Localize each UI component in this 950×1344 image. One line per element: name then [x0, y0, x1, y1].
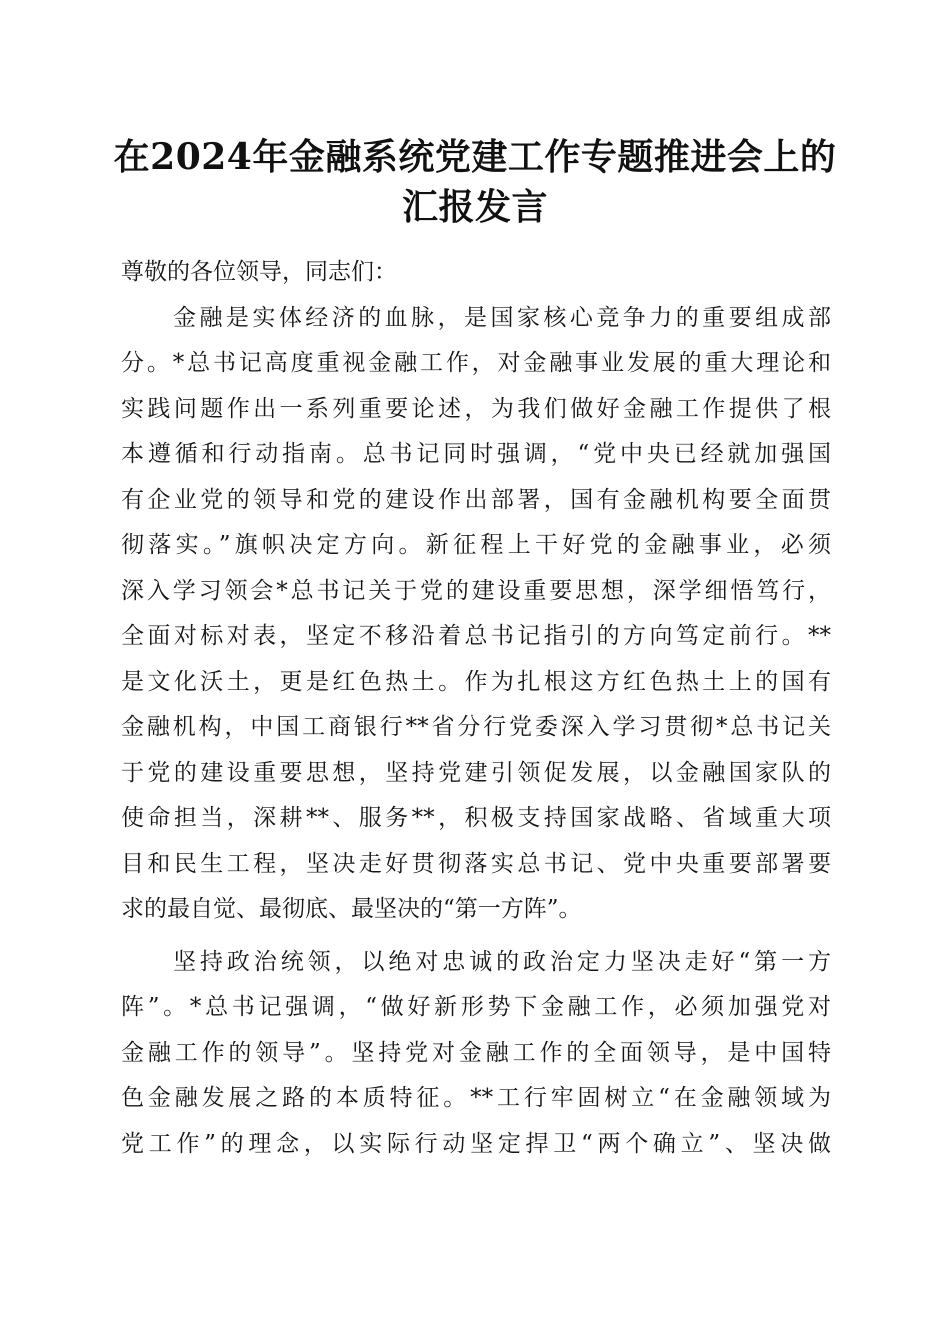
- paragraph-line: 实践问题作出一系列重要论述，为我们做好金融工作提供了根: [121, 395, 831, 422]
- title-line: 汇报发言: [401, 186, 548, 228]
- paragraph-line: 深入学习领会*总书记关于党的建设重要思想，深学细悟笃行，: [121, 577, 831, 604]
- paragraph-line: 本遵循和行动指南。总书记同时强调，“党中央已经就加强国: [121, 441, 831, 467]
- paragraph-line: 阵”。*总书记强调，“做好新形势下金融工作，必须加强党对: [121, 994, 831, 1020]
- paragraph-line: 全面对标对表，坚定不移沿着总书记指引的方向笃定前行。**: [121, 623, 831, 649]
- paragraph-1: [121, 296, 831, 933]
- paragraph-line: 求的最自觉、最彻底、最坚决的“第一方阵”。: [121, 896, 582, 922]
- paragraph-line: 使命担当，深耕**、服务**，积极支持国家战略、省域重大项: [121, 805, 831, 831]
- paragraph-line: 坚持政治统领，以绝对忠诚的政治定力坚决走好“第一方: [173, 948, 831, 975]
- paragraph-line: 彻落实。”旗帜决定方向。新征程上干好党的金融事业，必须: [121, 532, 831, 558]
- paragraph-gap: [121, 933, 831, 940]
- paragraph-line: 金融机构，中国工商银行**省分行党委深入学习贯彻*总书记关: [121, 714, 831, 740]
- title-line: 在2024年金融系统党建工作专题推进会上的: [113, 136, 837, 178]
- paragraph-line: 有企业党的领导和党的建设作出部署，国有金融机构要全面贯: [121, 486, 831, 513]
- paragraph-line: 目和民生工程，坚决走好贯彻落实总书记、党中央重要部署要: [121, 850, 831, 877]
- paragraph-line: 是文化沃土，更是红色热土。作为扎根这方红色热土上的国有: [121, 668, 831, 695]
- paragraph-line: 党工作”的理念，以实际行动坚定捍卫“两个确立”、坚决做: [121, 1130, 831, 1157]
- paragraph-2: [121, 940, 831, 1168]
- paragraph-line: 色金融发展之路的本质特征。**工行牢固树立“在金融领域为: [121, 1085, 831, 1111]
- document-body: [121, 250, 831, 1167]
- paragraph-line: 金融是实体经济的血脉，是国家核心竞争力的重要组成部: [173, 304, 831, 331]
- paragraph-line: 分。*总书记高度重视金融工作，对金融事业发展的重大理论和: [121, 350, 831, 376]
- paragraph-line: 于党的建设重要思想，坚持党建引领促发展，以金融国家队的: [121, 759, 831, 786]
- document-title: [100, 132, 850, 232]
- paragraph-line: 金融工作的领导”。坚持党对金融工作的全面领导，是中国特: [121, 1039, 831, 1066]
- salutation: 尊敬的各位领导，同志们：: [121, 259, 397, 285]
